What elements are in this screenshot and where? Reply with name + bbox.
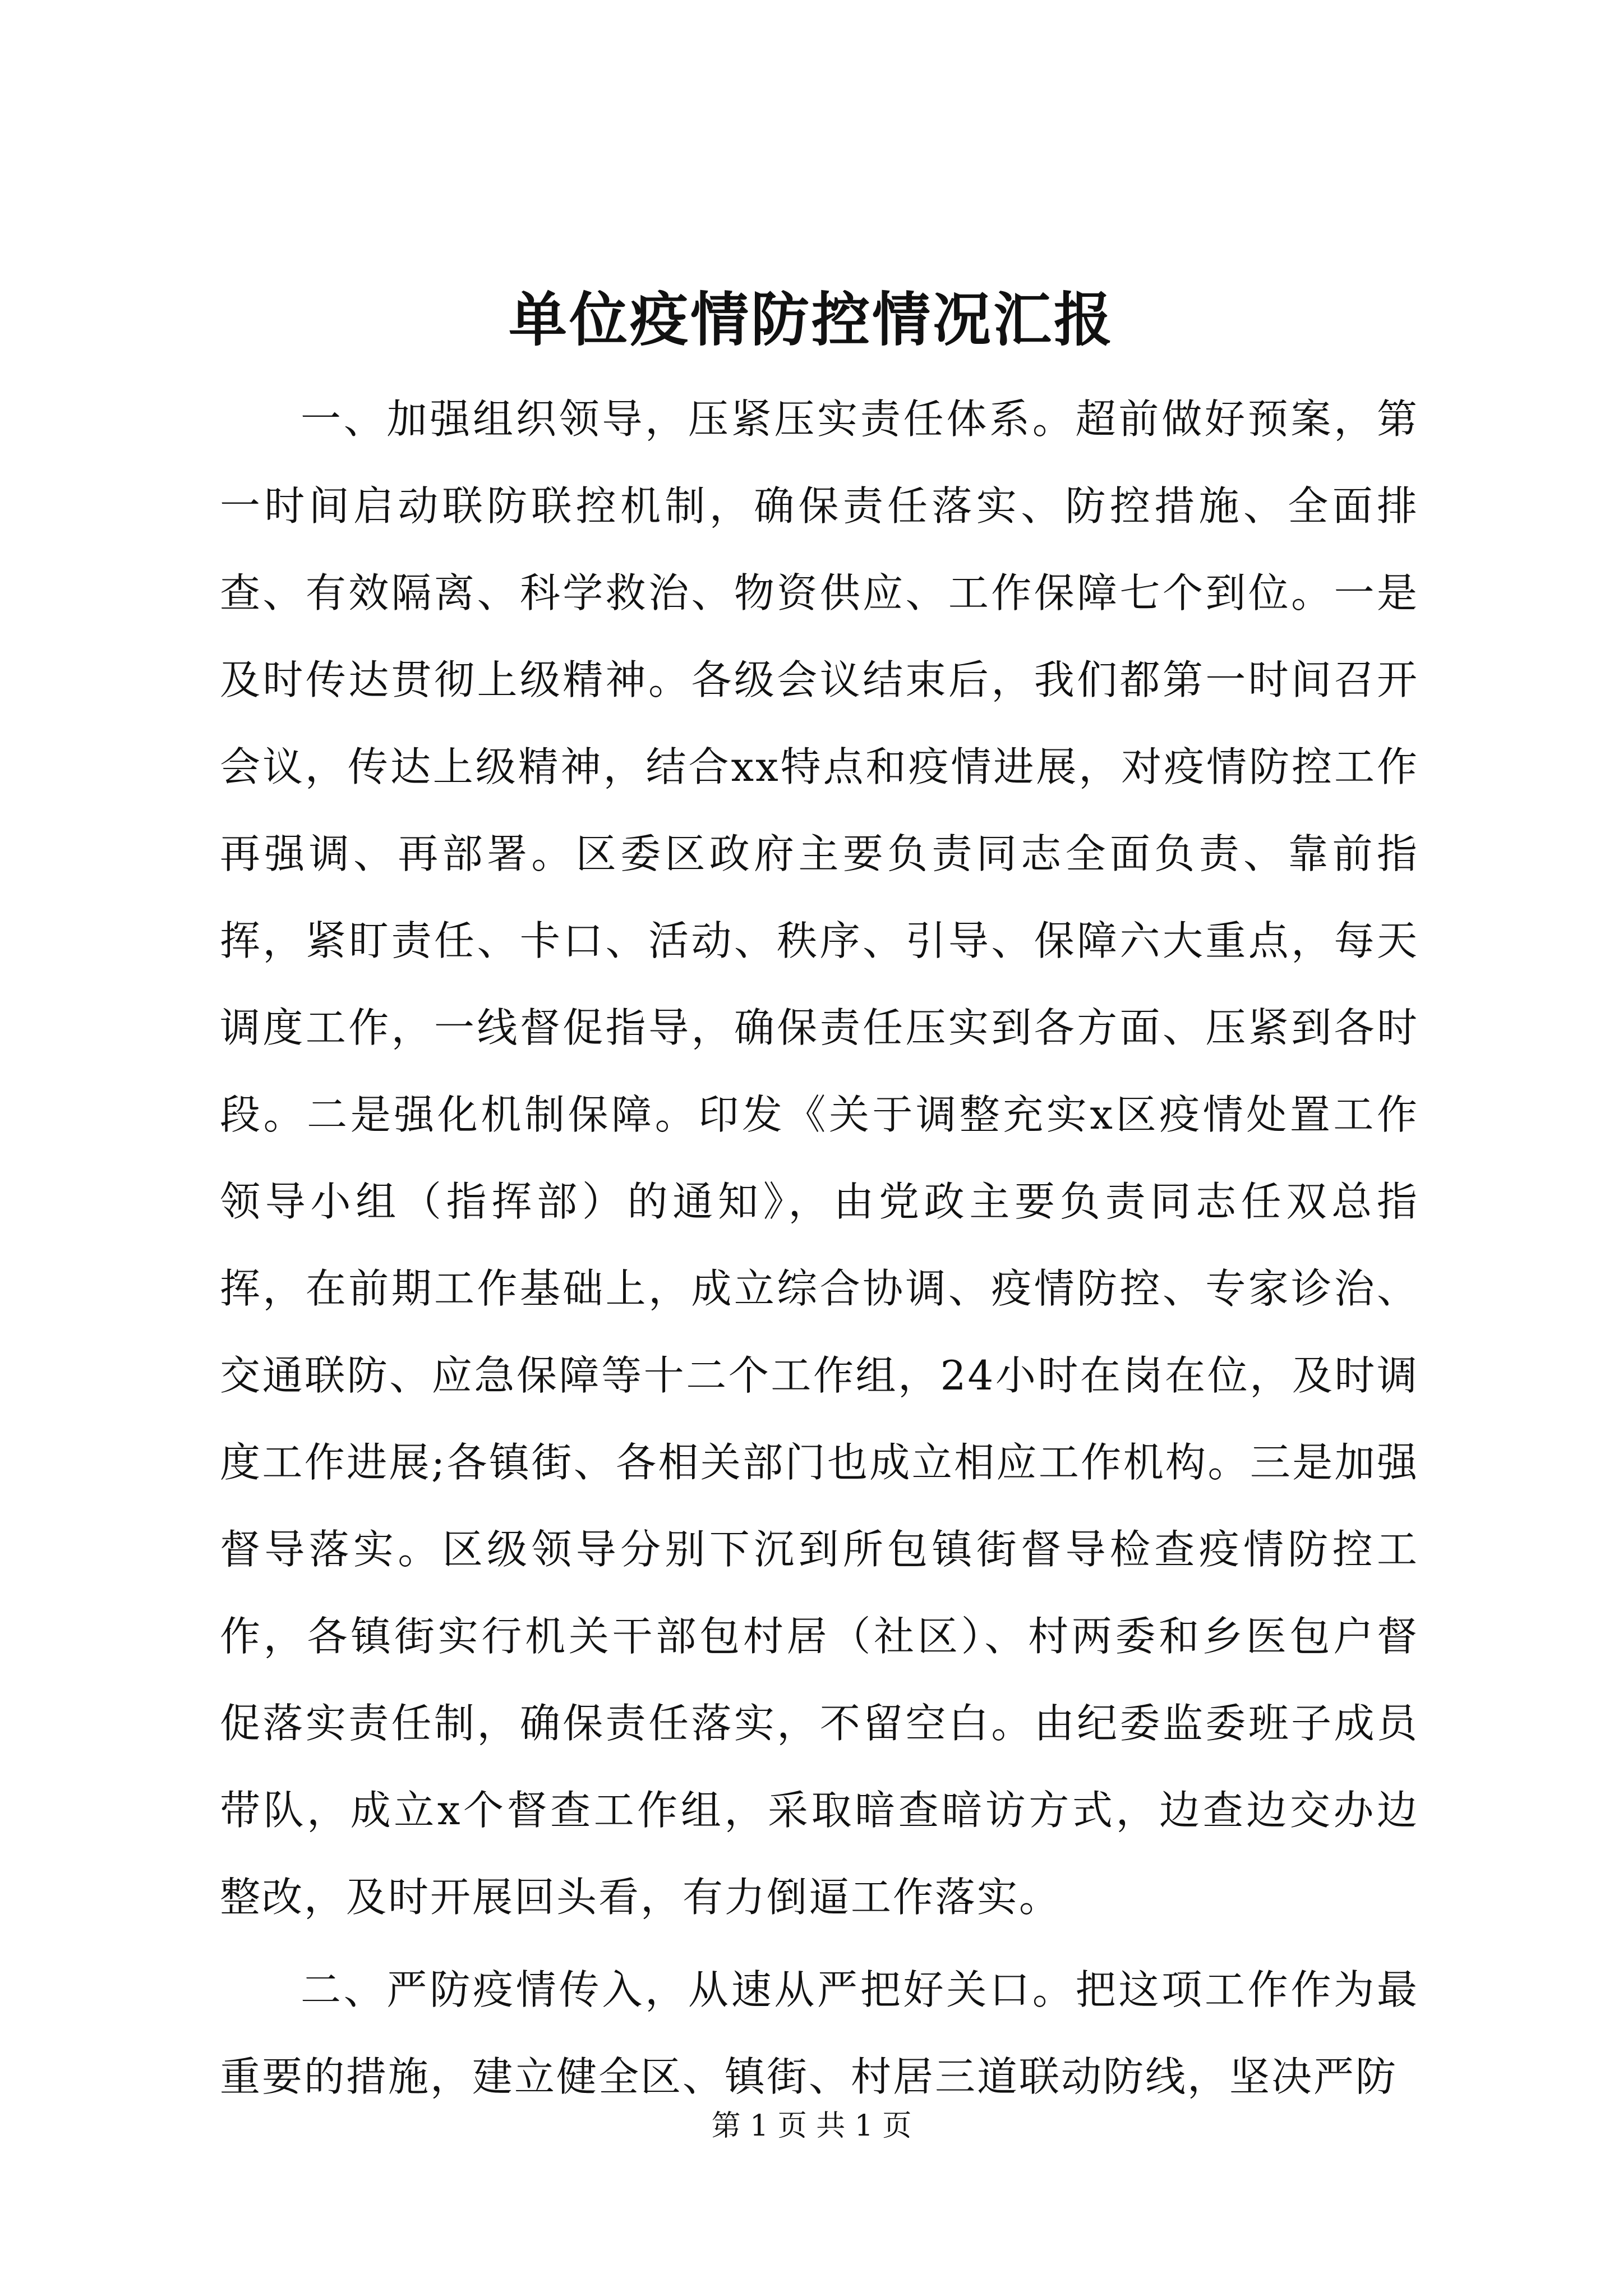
document-body [220, 376, 1419, 2120]
paragraph-2: 二、严防疫情传入，从速从严把好关口。把这项工作作为最重要的措施，建立健全区、镇街、村居三道联动防线，坚决严防 [220, 1966, 1419, 2100]
paragraph-1: 一、加强组织领导，压紧压实责任体系。超前做好预案，第一时间启动联防联控机制，确保责任落实、防控措施、全面排查、有效隔离、科学救治、物资供应、工作保障七个到位。一是及时传达贯彻上级精神。各级会议结束后，我们都第一时间召开会议，传达上级精神，结合xx特点和疫情进展，对疫情防控工作再强调、再部署。区委区政府主要负责同志全面负责、靠前指挥，紧盯责任、卡口、活动、秩序、引导、保障六大重点，每天调度工作，一线督促指导，确保责任压实到各方面、压紧到各时段。二是强化机制保障。印发《关于调整充实x区疫情处置工作领导小组（指挥部）的通知》，由党政主要负责同志任双总指挥，在前期工作基础上，成立综合协调、疫情防控、专家诊治、交通联防、应急保障等十二个工作组，24小时在岗在位，及时调度工作进展;各镇街、各相关部门也成立相应工作机构。三是加强督导落实。区级领导分别下沉到所包镇街督导检查疫情防控工作，各镇街实行机关干部包村居（社区）、村两委和乡医包户督促落实责任制，确保责任落实，不留空白。由纪委监委班子成员带队，成立x个督查工作组，采取暗查暗访方式，边查边交办边整改，及时开展回头看，有力倒逼工作落实。 [220, 395, 1419, 1921]
page-footer: 第 1 页 共 1 页 [711, 2109, 912, 2143]
document-title: 单位疫情防控情况汇报 [508, 285, 1114, 354]
